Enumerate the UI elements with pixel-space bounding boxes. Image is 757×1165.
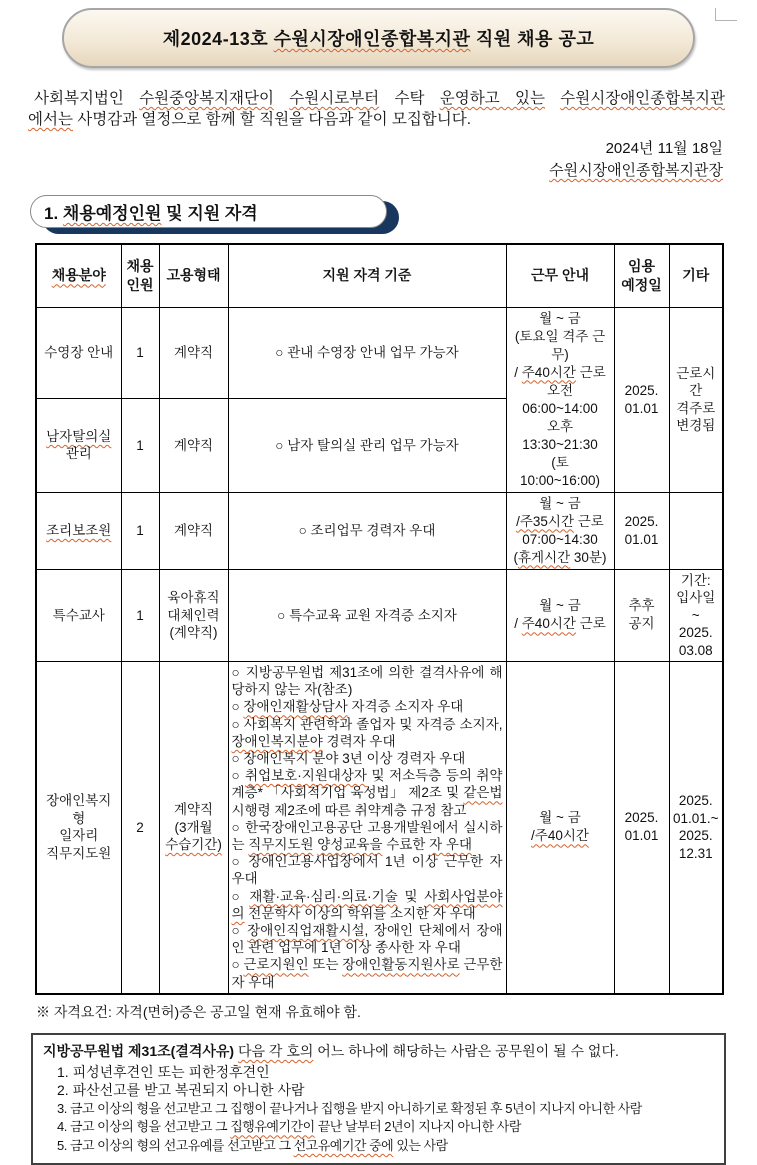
cell-qualification <box>228 662 506 994</box>
line: 지방공무원법 제31조(결격사유) 다음 각 호의 어느 하나에 해당하는 사람은 공무원이 될 수 없다. <box>43 1042 619 1059</box>
text-segment: 수원중앙복지재단이 <box>139 90 274 107</box>
line: 에서는 사명감과 열정으로 함께 할 직원을 다음과 같이 모집합니다. <box>28 111 472 128</box>
line: 채용 <box>126 257 154 274</box>
cell-work-schedule <box>506 307 614 492</box>
line: 2025. <box>624 810 659 826</box>
cell-qualification <box>228 569 506 662</box>
line: 인원 <box>126 276 154 293</box>
table-row-special-teacher <box>36 569 723 662</box>
line: 일자리 <box>59 828 99 844</box>
line: ○ 장애인고용사업장에서 1년 이상 근무한 자 우대 <box>231 854 503 887</box>
line: 월 ~ 금 <box>539 495 581 511</box>
line: 1 <box>136 345 144 361</box>
line: ○ 근로지원인 또는 장애인활동지원사로 근무한 자 우대 <box>231 957 503 990</box>
line <box>40 428 118 446</box>
line: ○ 장애인복지 분야 3년 이상 경력자 우대 <box>231 751 466 767</box>
table-header-row <box>36 244 723 307</box>
text-segment: 주40시간 <box>521 364 576 380</box>
law-box-items <box>43 1063 714 1156</box>
notice-title-box <box>62 8 695 68</box>
line <box>163 836 225 854</box>
notice-signer <box>0 160 723 182</box>
section-1-header <box>30 195 387 228</box>
cell-field <box>36 569 121 662</box>
line: 1. 피성년후견인 또는 피한정후견인 <box>57 1063 270 1080</box>
law-box-title <box>43 1042 714 1061</box>
qualification-note <box>36 1002 757 1022</box>
text-segment: 다음 각 호의 <box>237 1042 314 1059</box>
line: 근로시간 <box>676 365 716 398</box>
line: 추후 <box>628 598 655 614</box>
cell-type <box>159 399 228 492</box>
intro-paragraph <box>28 88 725 130</box>
line: 고용형태 <box>166 267 221 284</box>
text-segment: 주40시간 <box>521 616 576 632</box>
line: 1 <box>136 437 144 453</box>
line: (3개월 <box>174 819 213 835</box>
line: 4. 금고 이상의 형을 선고받고 그 집행유예기간이 끝난 날부터 2년이 지나지 아니한 사람 <box>57 1119 521 1135</box>
notice-date: 2024년 11월 18일 <box>605 140 723 157</box>
notice-title <box>163 25 594 51</box>
line: 육아휴직 <box>167 590 220 605</box>
recruitment-table <box>35 243 724 995</box>
text-segment: 수원시로부터 <box>289 90 380 107</box>
line: 2025. <box>678 828 713 844</box>
law-box <box>31 1033 726 1165</box>
line: 1 <box>136 522 144 538</box>
text-segment: 수원시장애인종합복지관 <box>273 29 471 49</box>
cell-start-date <box>614 569 669 662</box>
line: 공지 <box>628 616 655 632</box>
line: 근무 안내 <box>531 267 589 284</box>
page-corner-mark <box>715 8 737 21</box>
text-segment: 채용예정인원 <box>62 204 162 223</box>
line: 2025. <box>624 513 659 529</box>
line: 격주로 <box>676 400 716 416</box>
cell-etc <box>669 307 723 492</box>
table-row-kitchen-assistant <box>36 492 723 569</box>
cell-type <box>159 662 228 994</box>
cell-type <box>159 569 228 662</box>
line: 관리 <box>65 446 92 462</box>
line: (토 10:00~16:00) <box>520 454 600 488</box>
line: 사회복지법인 수원중앙복지재단이 수원시로부터 수탁 운영하고 있는 수원시장애인종합복지관 <box>34 90 726 107</box>
text-segment: 남자탈의실 <box>46 428 112 444</box>
line: 임용 <box>627 257 656 274</box>
line: / 주40시간 근로 <box>514 364 606 380</box>
line: ○ 특수교육 교원 자격증 소지자 <box>277 607 457 623</box>
col-header-type <box>159 244 228 307</box>
cell-field <box>36 307 121 399</box>
cell-count <box>121 307 159 399</box>
cell-count <box>121 569 159 662</box>
text-segment: 근로지원인 <box>243 957 309 973</box>
cell-start-date <box>614 662 669 994</box>
line: (휴게시간 30분) <box>513 549 607 565</box>
line: 01.01 <box>624 531 659 547</box>
line: ○ 관내 수영장 안내 업무 가능자 <box>275 345 459 361</box>
col-header-start-date <box>614 244 669 307</box>
col-header-field <box>36 244 121 307</box>
line: 특수교사 <box>52 607 105 623</box>
text-segment: 취업보호·지원대상자 <box>245 768 367 784</box>
line: 1 <box>136 607 144 623</box>
col-header-count <box>121 244 159 307</box>
line: (계약직) <box>169 625 218 640</box>
line: ○ 장애인직업재활시설, 장애인 단체에서 장애인 관련 업무에 1년 이상 종사한 자 우대 <box>231 923 503 956</box>
line: 2. 파산선고를 받고 복권되지 아니한 사람 <box>57 1082 305 1099</box>
text-segment: 수습기간) <box>165 837 222 853</box>
line: /주35시간 근로 <box>516 513 604 529</box>
text-segment: 집행유예기간이 <box>230 1119 315 1135</box>
line: 월 ~ 금 <box>539 310 581 326</box>
line <box>0 160 723 182</box>
col-header-etc <box>669 244 723 307</box>
line: 예정일 <box>621 276 662 293</box>
line: (토요일 격주 근무) <box>514 328 606 362</box>
text-segment: 직무지도원 <box>248 837 314 853</box>
line: 01.01 <box>624 828 659 844</box>
line: ○ 재활·교육·심리·의료·기술 및 사회사업분야의 전문학사 이상의 학위를 소지한 자 우대 <box>231 888 503 921</box>
intro-line-2 <box>28 109 725 130</box>
cell-count <box>121 662 159 994</box>
cell-etc-empty <box>669 492 723 569</box>
cell-qualification <box>228 307 506 399</box>
cell-type <box>159 307 228 399</box>
cell-qualification <box>228 492 506 569</box>
text-segment: 장애인활동지원사로 <box>342 957 460 973</box>
text-segment: 재활·교육·심리·의료·기술 <box>249 888 398 904</box>
line <box>510 827 611 845</box>
text-segment: 장애인복지분야 <box>231 733 323 749</box>
line: 월 ~ 금 <box>539 810 581 826</box>
line: ○ 취업보호·지원대상자 및 저소득층 등의 취약계층* 「사회적기업 육성법」 제2조 및 같은법 시행령 제2조에 따른 취약계층 규정 참고 <box>231 768 503 818</box>
table-row-pool-guide <box>36 307 723 399</box>
line: 입사일~ <box>676 590 716 623</box>
cell-start-date <box>614 307 669 492</box>
line: 기타 <box>682 267 710 284</box>
text-segment: 장애인재활상담사 <box>243 699 348 715</box>
table-row-job-coach <box>36 662 723 994</box>
line: ○ 한국장애인고용공단 고용개발원에서 실시하는 직무지도원 양성교육을 수료한 자 우대 <box>231 819 503 853</box>
line: 12.31 <box>678 845 713 861</box>
document-page <box>0 8 757 1153</box>
line: 제2024-13호 수원시장애인종합복지관 직원 채용 공고 <box>162 29 595 49</box>
text-segment: 선고유예기간 중에 <box>293 1137 394 1153</box>
cell-field <box>36 492 121 569</box>
text-segment: 휴게시간 <box>518 549 571 565</box>
text-segment: 수원시장애인종합복지관장 <box>549 162 723 179</box>
line: 대체인력 <box>167 607 220 623</box>
line: 장애인복지형 <box>46 793 112 826</box>
intro-line-1 <box>28 88 725 109</box>
text-segment: 수원시장애인종합복지관 <box>560 90 726 107</box>
line: 직무지도원 <box>46 845 112 861</box>
cell-field <box>36 662 121 994</box>
line: 2025. <box>678 625 713 640</box>
cell-field <box>36 399 121 492</box>
line: 5. 금고 이상의 형의 선고유예를 선고받고 그 선고유예기간 중에 있는 사람 <box>57 1137 448 1153</box>
line: 오후 13:30~21:30 <box>522 418 598 452</box>
line: 07:00~14:30 <box>522 531 598 547</box>
section-1-title <box>30 195 387 228</box>
cell-type <box>159 492 228 569</box>
line: 01.01.~ <box>673 810 719 826</box>
line: 2 <box>136 819 144 835</box>
cell-work-schedule <box>506 662 614 994</box>
line: 01.01 <box>624 400 659 416</box>
line: 계약직 <box>173 522 214 538</box>
text-segment: 지방공무원법 제31조(결격사유) <box>43 1042 235 1059</box>
line: 계약직 <box>173 437 214 453</box>
text-segment: 장애인직업재활시설 <box>247 923 365 939</box>
line <box>40 266 118 285</box>
text-segment: 양성교육을 <box>317 837 383 853</box>
line: / 주40시간 근로 <box>514 616 606 632</box>
text-segment: 운영하고 있는 <box>439 90 545 107</box>
line: 지원 자격 기준 <box>322 267 412 284</box>
line: 2025. <box>624 382 659 398</box>
cell-count <box>121 399 159 492</box>
text-segment: /주35시간 <box>516 513 575 529</box>
line: 월 ~ 금 <box>539 598 581 614</box>
text-segment: 사회사업분야의 <box>231 888 503 921</box>
line: ※ 자격요건: 자격(면허)증은 공고일 현재 유효해야 함. <box>36 1003 361 1020</box>
line: ○ 지방공무원법 제31조에 의한 결격사유에 해당하지 않는 자(참조) <box>231 665 503 698</box>
text-segment: 에서는 <box>28 111 73 128</box>
col-header-qualification <box>228 244 506 307</box>
line: 1. 채용예정인원 및 지원 자격 <box>44 204 258 223</box>
line: ○ 조리업무 경력자 우대 <box>298 522 436 538</box>
cell-etc <box>669 569 723 662</box>
text-segment: 조리보조원 <box>46 522 112 538</box>
cell-qualification <box>228 399 506 492</box>
text-segment: 같은법 <box>463 785 503 801</box>
line: 3. 금고 이상의 형을 선고받고 그 집행이 끝나거나 집행을 받지 아니하기로 확정된 후 5년이 지나지 아니한 사람 <box>57 1100 642 1116</box>
cell-work-schedule <box>506 492 614 569</box>
line: 기간: <box>680 572 711 588</box>
col-header-work <box>506 244 614 307</box>
cell-etc <box>669 662 723 994</box>
line: 2025. <box>678 793 713 809</box>
text-segment: /주40시간 <box>531 828 589 844</box>
line: 계약직 <box>173 802 214 818</box>
text-segment: 채용분야 <box>51 267 106 284</box>
line: ○ 장애인재활상담사 자격증 소지자 우대 <box>231 699 464 715</box>
line: 수영장 안내 <box>44 345 114 361</box>
date-signature-block <box>0 138 723 182</box>
line: 오전 06:00~14:00 <box>522 382 598 416</box>
cell-start-date <box>614 492 669 569</box>
text-segment: 자 우대 <box>429 837 472 853</box>
cell-work-schedule <box>506 569 614 662</box>
line: ○ 남자 탈의실 관리 업무 가능자 <box>275 437 459 453</box>
line: 계약직 <box>173 345 214 361</box>
line <box>40 522 118 540</box>
cell-count <box>121 492 159 569</box>
line: 변경됨 <box>676 418 716 433</box>
line: ○ 사회복지 관련학과 졸업자 및 자격증 소지자, 장애인복지분야 경력자 우대 <box>231 716 503 749</box>
line: 03.08 <box>678 642 713 658</box>
